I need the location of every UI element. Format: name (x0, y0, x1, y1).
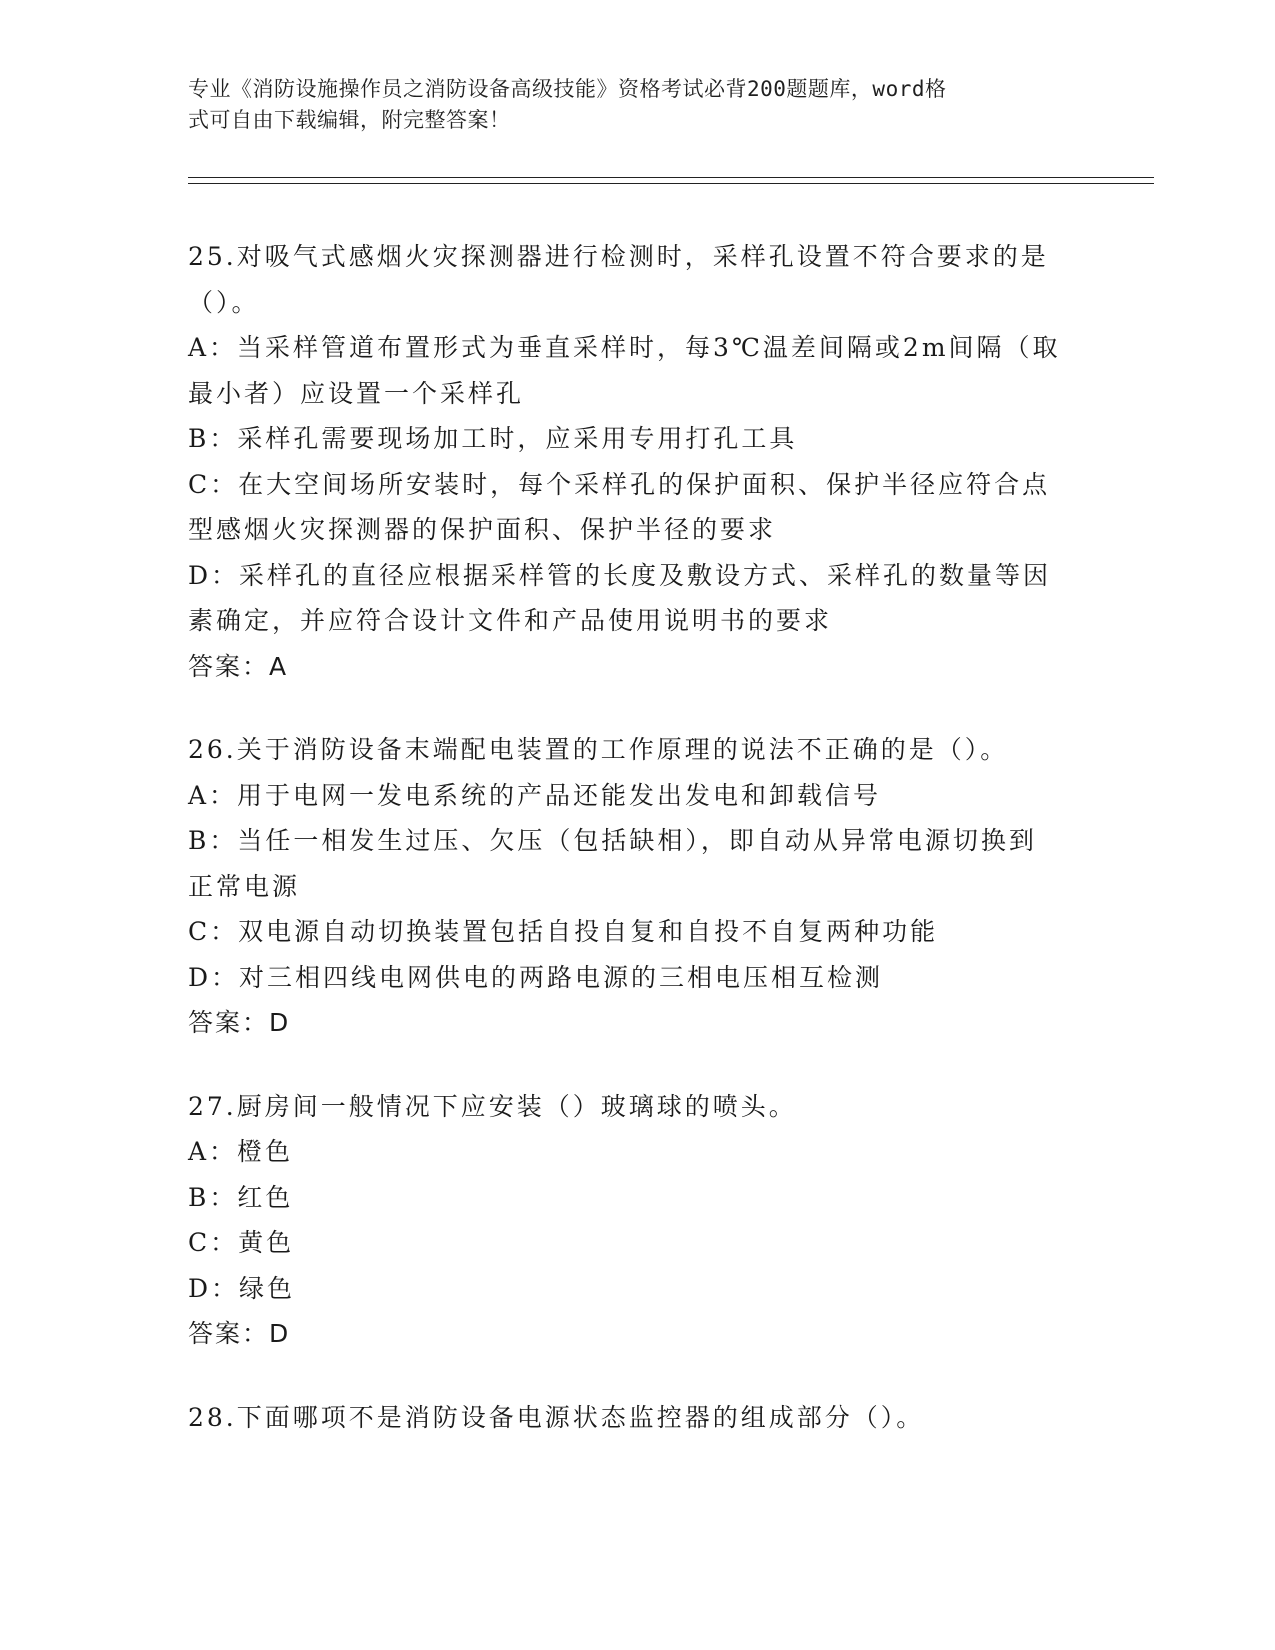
question-block (188, 1395, 1088, 1441)
answer-line: 答案：D (188, 1008, 291, 1037)
option-line: D：绿色 (188, 1273, 296, 1303)
option-line: 最小者）应设置一个采样孔 (188, 378, 525, 408)
option-line: C：双电源自动切换装置包括自投自复和自投不自复两种功能 (188, 917, 939, 946)
option-line: C：在大空间场所安装时，每个采样孔的保护面积、保护半径应符合点 (188, 469, 1051, 499)
option-line: A：用于电网一发电系统的产品还能发出发电和卸载信号 (188, 780, 882, 810)
option-line: C：黄色 (188, 1228, 295, 1257)
option-line: 型感烟火灾探测器的保护面积、保护半径的要求 (188, 515, 777, 544)
question-list (188, 234, 1088, 1478)
header-divider-bottom (188, 183, 1154, 184)
question-stem-line: 28.下面哪项不是消防设备电源状态监控器的组成部分（）。 (188, 1402, 925, 1432)
option-line: B：当任一相发生过压、欠压（包括缺相），即自动从异常电源切换到 (188, 826, 1037, 855)
header-line-2: 式可自由下载编辑，附完整答案！ (188, 108, 511, 132)
option-line: 素确定，并应符合设计文件和产品使用说明书的要求 (188, 606, 833, 635)
option-line: A：橙色 (188, 1137, 294, 1166)
option-line: B：红色 (188, 1182, 294, 1212)
document-header (188, 74, 1068, 136)
header-line-1: 专业《消防设施操作员之消防设备高级技能》资格考试必背200题题库，word格 (188, 77, 947, 101)
question-stem-line: 25.对吸气式感烟火灾探测器进行检测时，采样孔设置不符合要求的是 (188, 242, 1049, 271)
answer-line: 答案：D (188, 1319, 291, 1348)
option-line: 正常电源 (188, 871, 301, 901)
question-stem-line: 27.厨房间一般情况下应安装（）玻璃球的喷头。 (188, 1091, 797, 1121)
question-block (188, 727, 1088, 1046)
header-divider-top (188, 177, 1154, 178)
question-stem-line: 26.关于消防设备末端配电装置的工作原理的说法不正确的是（）。 (188, 735, 1009, 764)
question-block (188, 1084, 1088, 1357)
option-line: B：采样孔需要现场加工时，应采用专用打孔工具 (188, 424, 798, 453)
option-line: D：对三相四线电网供电的两路电源的三相电压相互检测 (188, 962, 884, 992)
answer-line: 答案：A (188, 651, 289, 681)
question-stem-line: （）。 (188, 287, 260, 317)
question-block (188, 234, 1088, 689)
option-line: A：当采样管道布置形式为垂直采样时，每3℃温差间隔或2m间隔（取 (188, 333, 1061, 362)
option-line: D：采样孔的直径应根据采样管的长度及敷设方式、采样孔的数量等因 (188, 560, 1052, 590)
